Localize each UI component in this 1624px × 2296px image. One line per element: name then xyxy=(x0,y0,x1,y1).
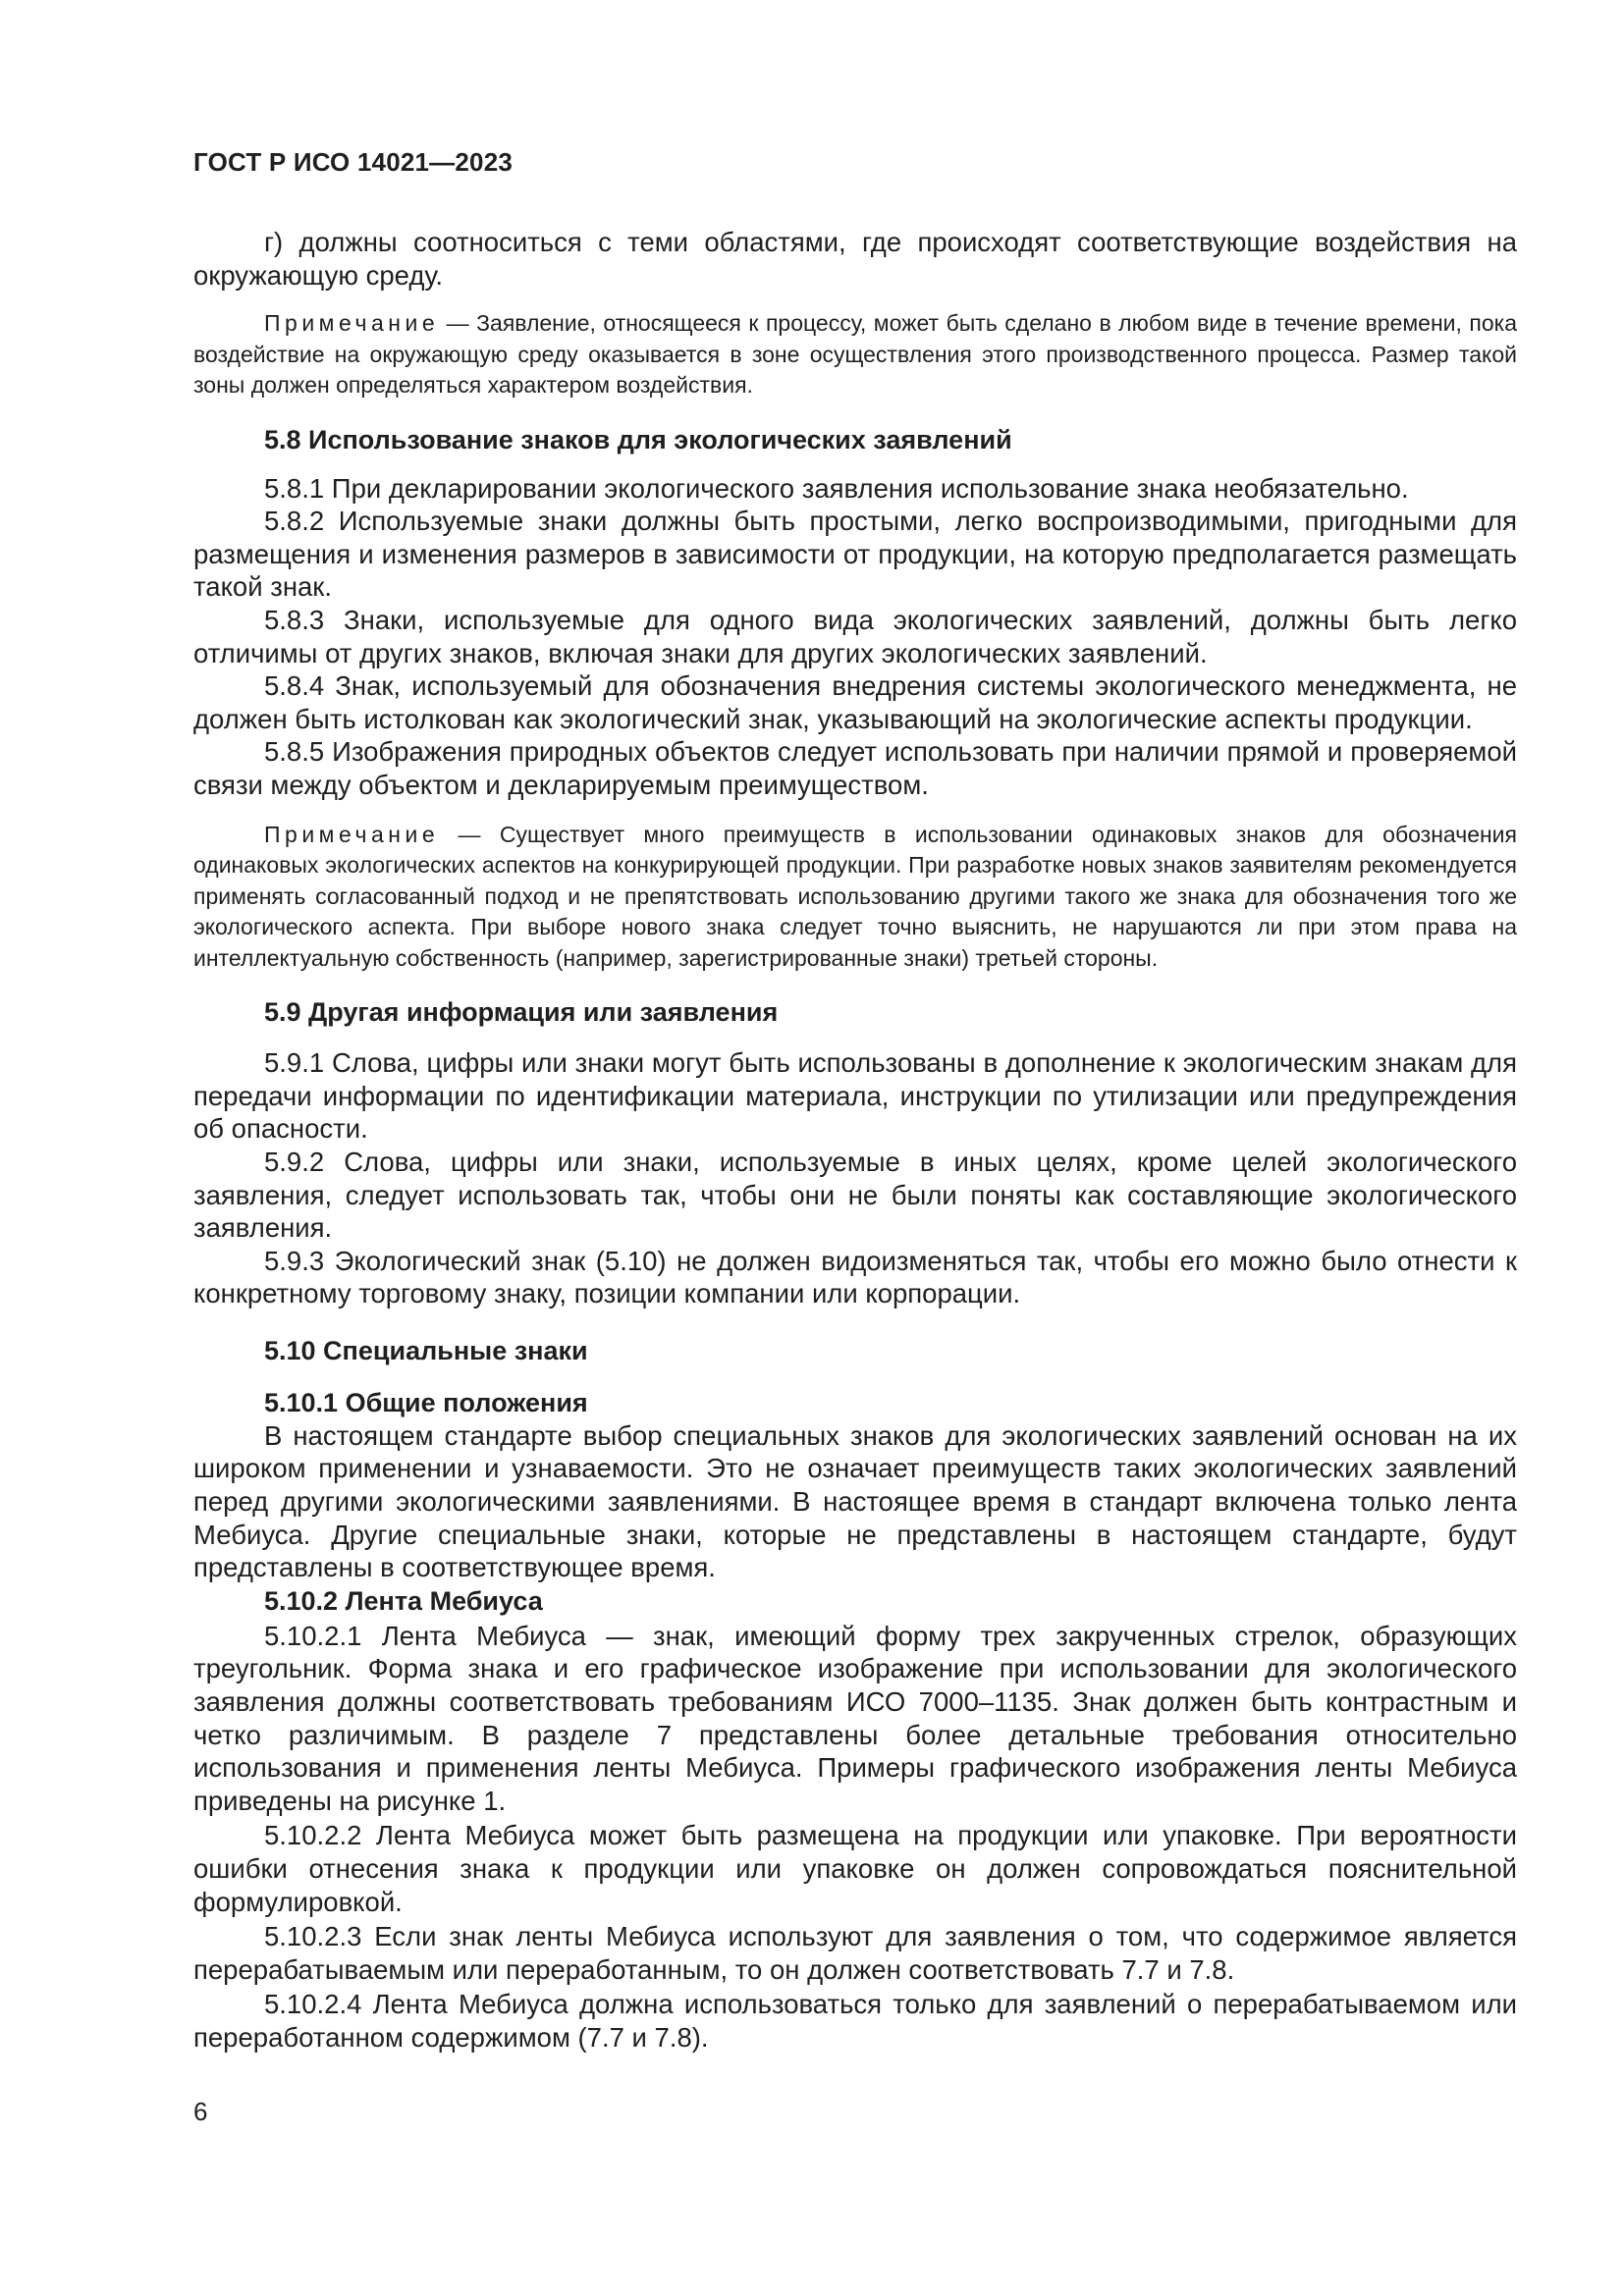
body-paragraph: г) должны соотноситься с теми областями, где происходят соответствующие воздействия на окружающую среду. xyxy=(193,227,1517,291)
document-body xyxy=(193,224,1517,2055)
body-paragraph: 5.10.2.4 Лента Мебиуса должна использоваться только для заявлений о перерабатываемом или переработанном содержимом (7.7 и 7.8). xyxy=(193,1989,1517,2053)
body-paragraph: 5.10.2.1 Лента Мебиуса — знак, имеющий форму трех закрученных стрелок, образующих треугольник. Форма знака и его графическое изображение при использовании для экологического заявления должны соответствовать требованиям ИСО 7000–1135. Знак должен быть контрастным и четко различимым. В разделе 7 представлены более детальные требования относительно использования и применения ленты Мебиуса. Примеры графического изображения ленты Мебиуса приведены на рисунке 1. xyxy=(193,1620,1517,1816)
note-text: — Заявление, относящееся к процессу, может быть сделано в любом виде в течение времени, пока воздействие на окружающую среду оказывается в зоне осуществления этого производственного процесса. Размер такой зоны должен определяться характером воздействия. xyxy=(193,310,1517,399)
body-paragraph: 5.8.3 Знаки, используемые для одного вида экологических заявлений, должны быть легко отличимы от других знаков, включая знаки для других экологических заявлений. xyxy=(193,605,1517,668)
note-text: — Существует много преимуществ в использовании одинаковых знаков для обозначения одинаковых экологических аспектов на конкурирующей продукции. При разработке новых знаков заявителям рекомендуется применять согласованный подход и не препятствовать использованию другими такого же знака для обозначения того же экологического аспекта. При выборе нового знака следует точно выяснить, не нарушаются ли при этом права на интеллектуальную собственность (например, зарегистрированные знаки) третьей стороны. xyxy=(193,821,1517,971)
note-paragraph xyxy=(193,308,1517,401)
document-header: ГОСТ Р ИСО 14021—2023 xyxy=(193,147,514,177)
note-label: Примечание xyxy=(264,310,440,337)
body-paragraph: 5.8.5 Изображения природных объектов следует использовать при наличии прямой и проверяемой связи между объектом и декларируемым преимуществом. xyxy=(193,736,1517,801)
note-label: Примечание xyxy=(264,821,440,847)
body-paragraph: В настоящем стандарте выбор специальных знаков для экологических заявлений основан на их широком применении и узнаваемости. Это не означает преимуществ таких экологических заявлений перед другими экологическими заявлениями. В настоящее время в стандарт включена только лента Мебиуса. Другие специальные знаки, которые не представлены в настоящем стандарте, будут представлены в соответствующее время. xyxy=(193,1419,1517,1583)
body-paragraph: 5.10.2.3 Если знак ленты Мебиуса используют для заявления о том, что содержимое является перерабатываемым или переработанным, то он должен соответствовать 7.7 и 7.8. xyxy=(193,1921,1517,1985)
section-heading: 5.10.2 Лента Мебиуса xyxy=(264,1585,543,1616)
body-paragraph: 5.9.3 Экологический знак (5.10) не должен видоизменяться так, чтобы его можно было отнести к конкретному торговому знаку, позиции компании или корпорации. xyxy=(193,1245,1517,1309)
section-heading: 5.10 Специальные знаки xyxy=(264,1335,588,1365)
body-paragraph: 5.9.1 Слова, цифры или знаки могут быть использованы в дополнение к экологическим знакам для передачи информации по идентификации материала, инструкции по утилизации или предупреждения об опасности. xyxy=(193,1047,1517,1145)
body-paragraph: 5.10.2.2 Лента Мебиуса может быть размещена на продукции или упаковке. При вероятности ошибки отнесения знака к продукции или упаковке он должен сопровождаться пояснительной формулировкой. xyxy=(193,1820,1517,1917)
section-heading: 5.8 Использование знаков для экологических заявлений xyxy=(264,424,1012,454)
page-number: 6 xyxy=(193,2097,208,2126)
body-paragraph: 5.9.2 Слова, цифры или знаки, используемые в иных целях, кроме целей экологического заявления, следует использовать так, чтобы они не были поняты как составляющие экологического заявления. xyxy=(193,1146,1517,1244)
body-paragraph: 5.8.4 Знак, используемый для обозначения внедрения системы экологического менеджмента, не должен быть истолкован как экологический знак, указывающий на экологические аспекты продукции. xyxy=(193,670,1517,734)
section-heading: 5.9 Другая информация или заявления xyxy=(264,997,779,1028)
body-paragraph: 5.8.1 При декларировании экологического заявления использование знака необязательно. xyxy=(264,472,1409,504)
note-paragraph xyxy=(193,820,1517,975)
section-heading: 5.10.1 Общие положения xyxy=(264,1387,588,1417)
body-paragraph: 5.8.2 Используемые знаки должны быть простыми, легко воспроизводимыми, пригодными для размещения и изменения размеров в зависимости от продукции, на которую предполагается размещать такой знак. xyxy=(193,506,1517,603)
